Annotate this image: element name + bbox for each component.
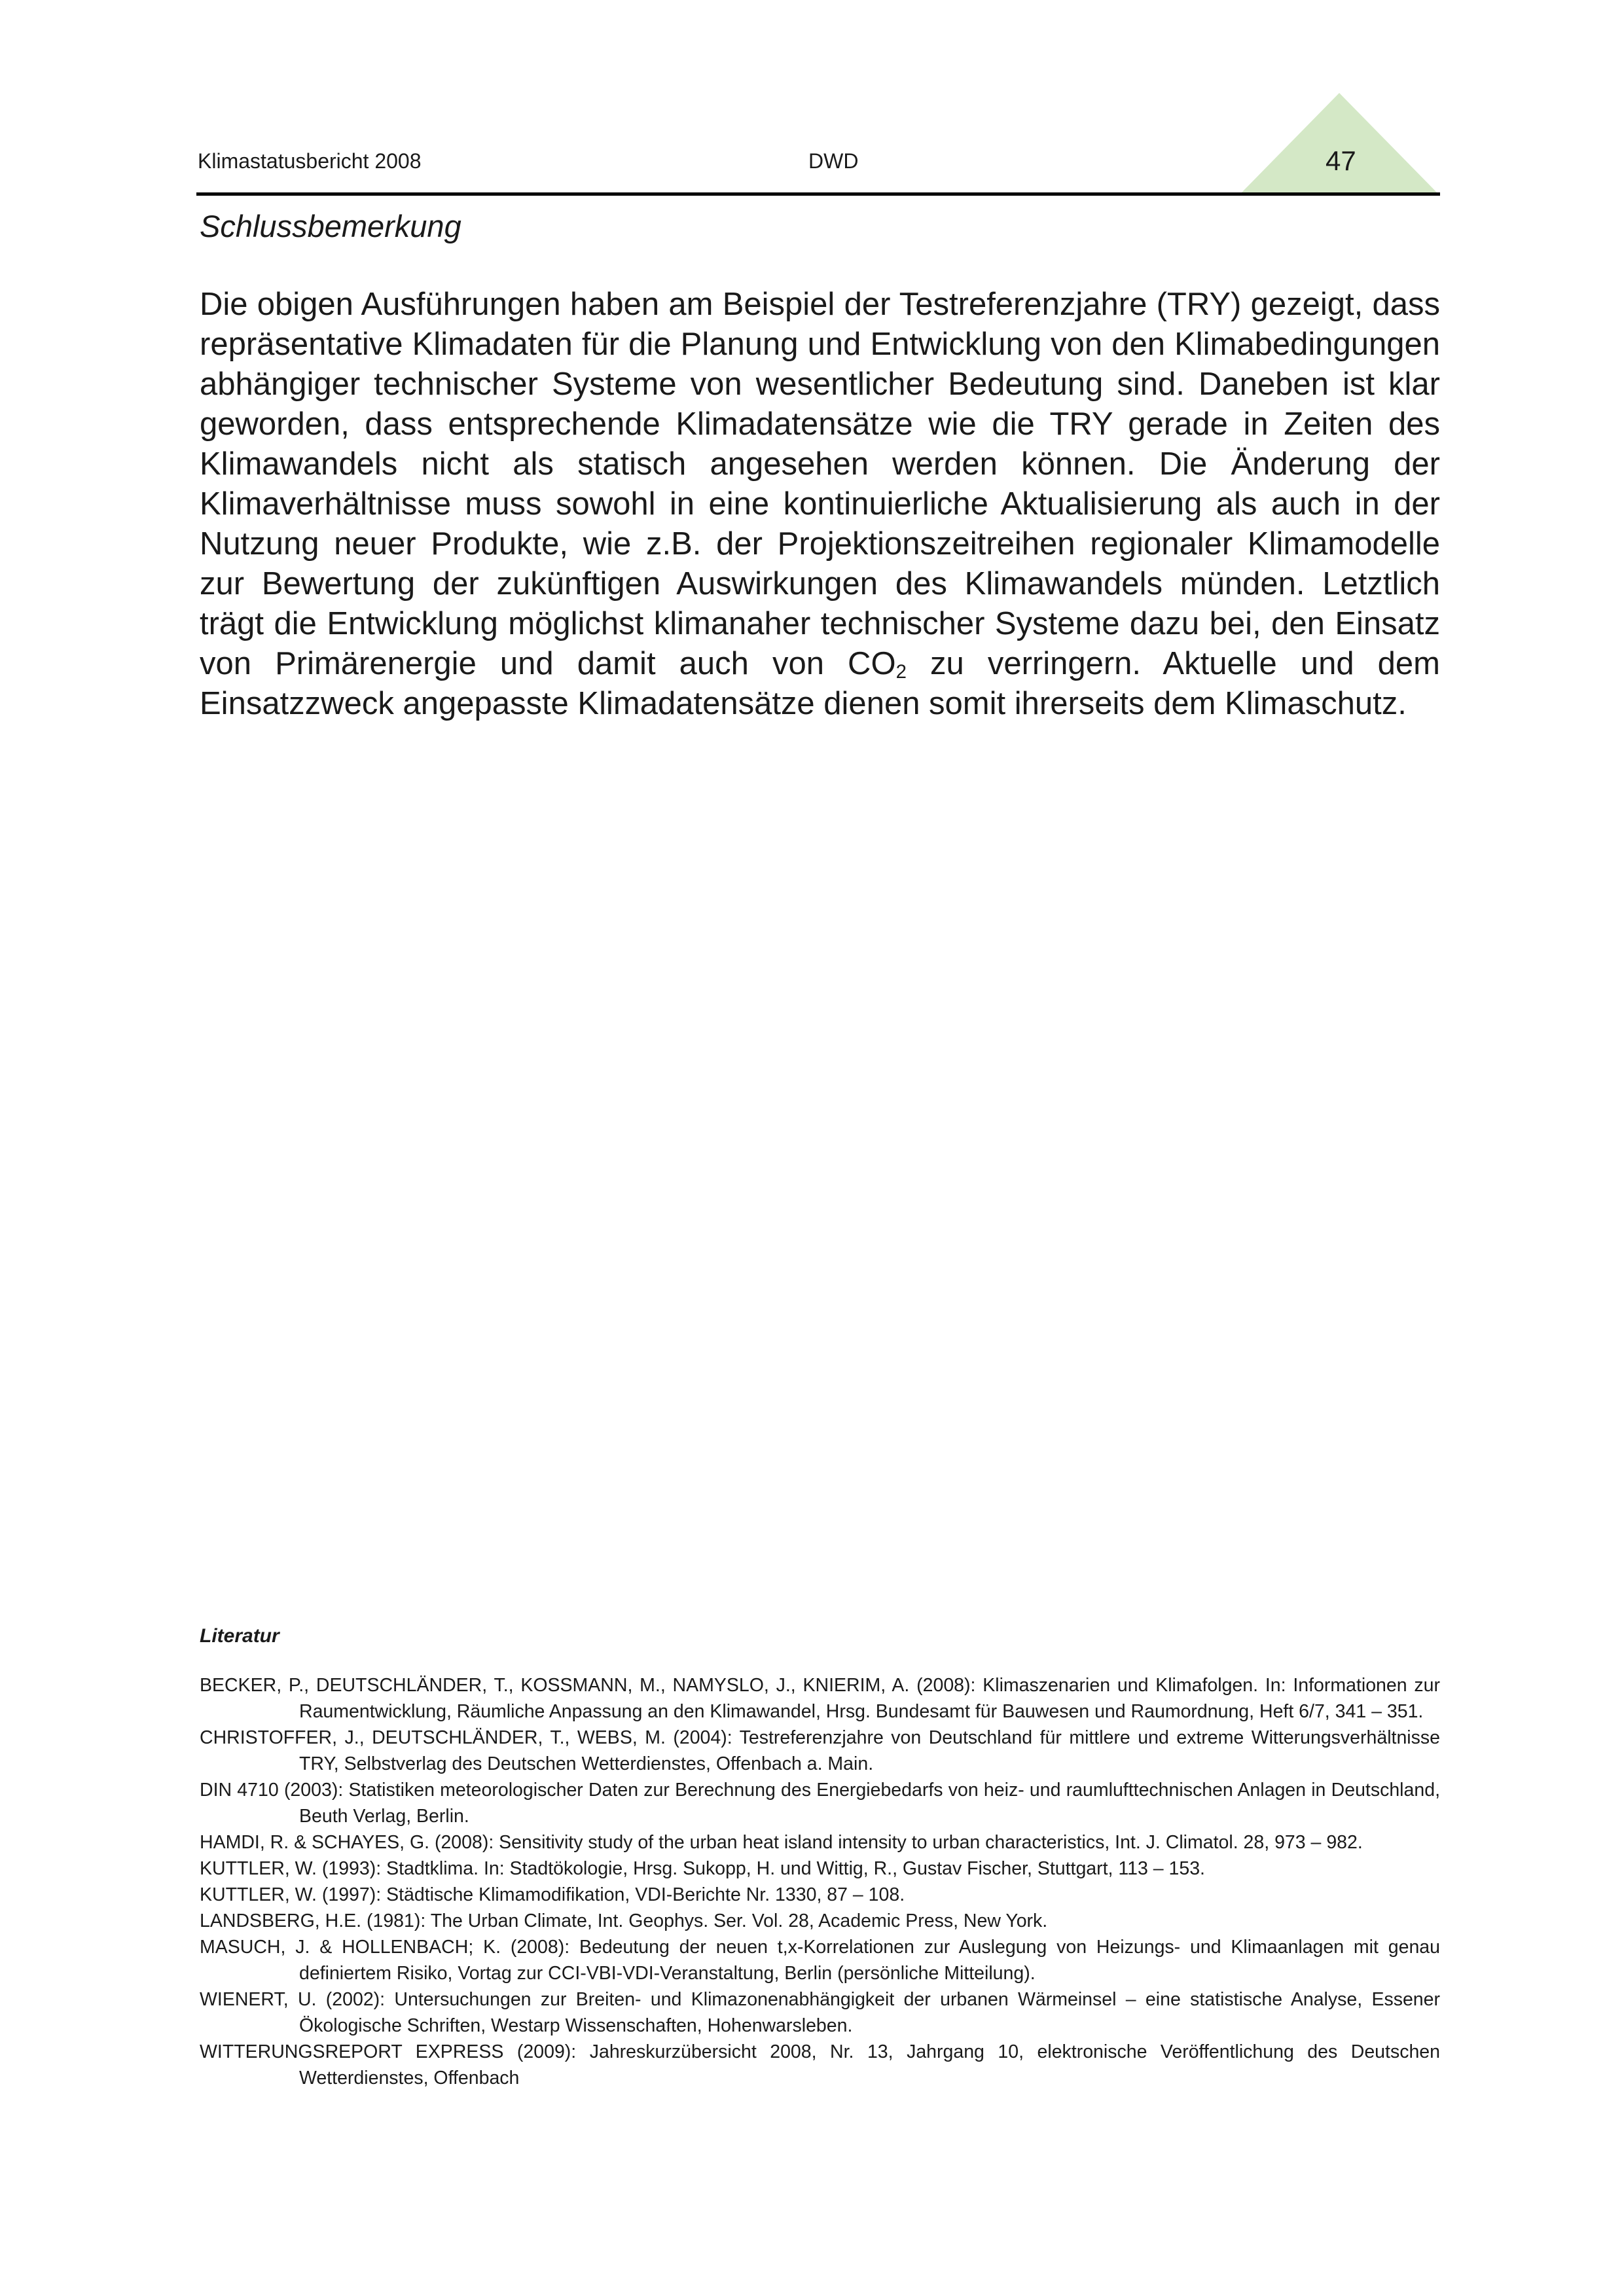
- literature-title: Literatur: [200, 1625, 280, 1647]
- body-paragraph: [200, 285, 1440, 724]
- reference-item: MASUCH, J. & HOLLENBACH; K. (2008): Bedeutung der neuen t,x-Korrelationen zur Auslegung von Heizungs- und Klimaanlagen mit genau definiertem Risiko, Vortag zur CCI-VBI-VDI-Veranstaltung, Berlin (persönliche Mitteilung).: [200, 1937, 1440, 1984]
- header-rule: [196, 192, 1440, 196]
- reference-item: KUTTLER, W. (1997): Städtische Klimamodifikation, VDI-Berichte Nr. 1330, 87 – 108.: [200, 1884, 905, 1905]
- reference-item: HAMDI, R. & SCHAYES, G. (2008): Sensitivity study of the urban heat island intensity to urban characteristics, Int. J. Climatol. 28, 973 – 982.: [200, 1832, 1363, 1853]
- organization-name: DWD: [808, 149, 859, 173]
- report-title: Klimastatusbericht 2008: [198, 149, 422, 173]
- paragraph-text: [200, 285, 1440, 724]
- reference-item: KUTTLER, W. (1993): Stadtklima. In: Stadtökologie, Hrsg. Sukopp, H. und Wittig, R., Gustav Fischer, Stuttgart, 113 – 153.: [200, 1858, 1205, 1879]
- reference-item: CHRISTOFFER, J., DEUTSCHLÄNDER, T., WEBS, M. (2004): Testreferenzjahre von Deutschland für mittlere und extreme Witterungsverhältnisse TRY, Selbstverlag des Deutschen Wetterdienstes, Offenbach a. Main.: [200, 1727, 1440, 1774]
- reference-item: BECKER, P., DEUTSCHLÄNDER, T., KOSSMANN, M., NAMYSLO, J., KNIERIM, A. (2008): Klimaszenarien und Klimafolgen. In: Informationen zur Raumentwicklung, Räumliche Anpassung an den Klimawandel, Hrsg. Bundesamt für Bauwesen und Raumordnung, Heft 6/7, 341 – 351.: [200, 1675, 1440, 1722]
- section-title: Schlussbemerkung: [200, 209, 461, 243]
- page-number-tab: [1241, 93, 1437, 193]
- reference-item: DIN 4710 (2003): Statistiken meteorologischer Daten zur Berechnung des Energiebedarfs von heiz- und raumlufttechnischen Anlagen in Deutschland, Beuth Verlag, Berlin.: [200, 1780, 1440, 1827]
- co2-subscript: 2: [895, 660, 907, 683]
- reference-list: [200, 1672, 1440, 2091]
- reference-item: WITTERUNGSREPORT EXPRESS (2009): Jahreskurzübersicht 2008, Nr. 13, Jahrgang 10, elektronische Veröffentlichung des Deutschen Wetterdienstes, Offenbach: [200, 2041, 1440, 2089]
- page-number: 47: [1326, 145, 1356, 176]
- paragraph-text-part2: zu verringern. Aktuelle und dem Einsatzzweck angepasste Klimadatensätze dienen somit ihrerseits dem Klimaschutz.: [200, 646, 1440, 721]
- reference-item: WIENERT, U. (2002): Untersuchungen zur Breiten- und Klimazonenabhängigkeit der urbanen Wärmeinsel – eine statistische Analyse, Essener Ökologische Schriften, Westarp Wissenschaften, Hohenwarsleben.: [200, 1989, 1440, 2036]
- page-header: [196, 0, 1440, 196]
- paragraph-text-part1: Die obigen Ausführungen haben am Beispiel der Testreferenzjahre (TRY) gezeigt, dass repräsentative Klimadaten für die Planung und Entwicklung von den Klimabedingungen abhängiger technischer Systeme von wesentlicher Bedeutung sind. Daneben ist klar geworden, dass entsprechende Klimadatensätze wie die TRY gerade in Zeiten des Klimawandels nicht als statisch angesehen werden können. Die Änderung der Klimaverhältnisse muss sowohl in eine kontinuierliche Aktualisierung als auch in der Nutzung neuer Produkte, wie z.B. der Projektionszeitreihen regionaler Klimamodelle zur Bewertung der zukünftigen Auswirkungen des Klimawandels münden. Letztlich trägt die Entwicklung möglichst klimanaher technischer Systeme dazu bei, den Einsatz von Primärenergie und damit auch von CO: [200, 287, 1440, 681]
- reference-item: LANDSBERG, H.E. (1981): The Urban Climate, Int. Geophys. Ser. Vol. 28, Academic Press, New York.: [200, 1910, 1048, 1931]
